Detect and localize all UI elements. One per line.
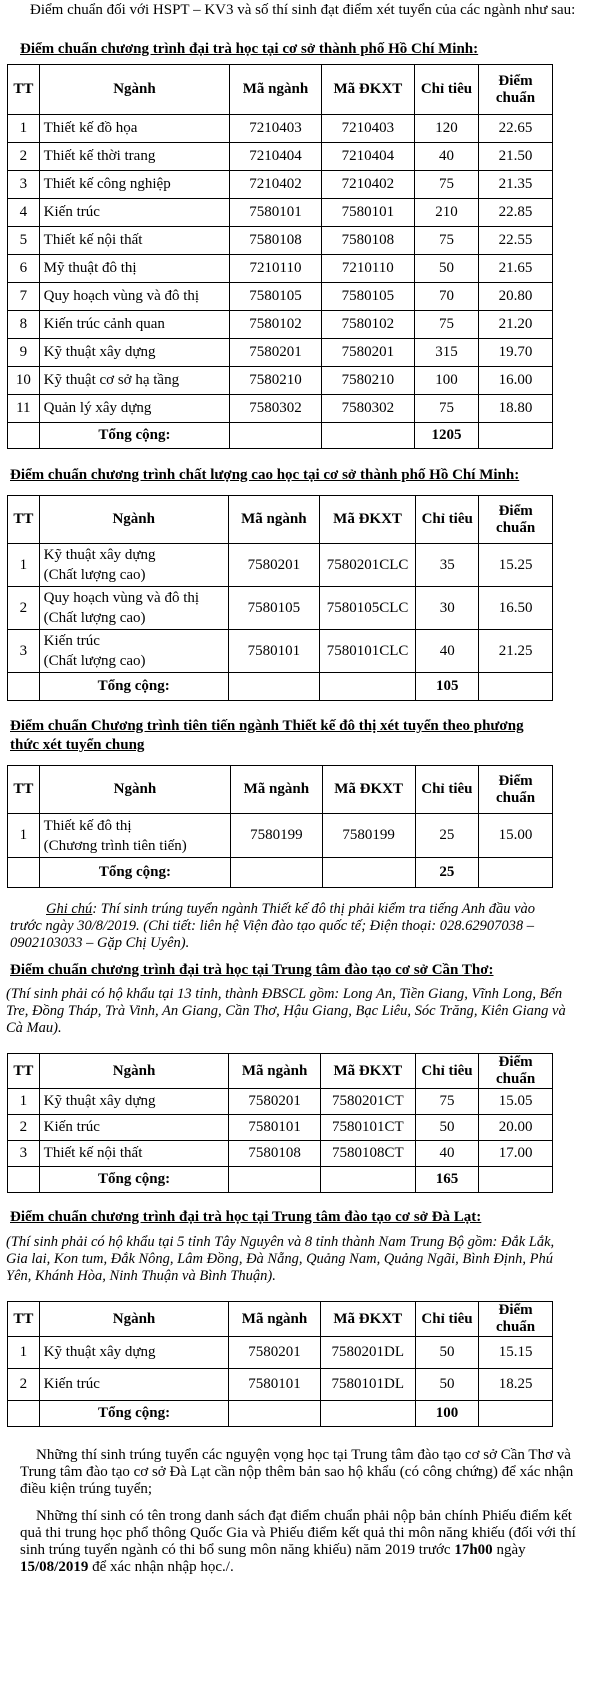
total-label: Tổng cộng: xyxy=(39,858,230,888)
cell-ma-dkxt: 7580101CT xyxy=(320,1115,415,1141)
cell-diem-chuan: 15.00 xyxy=(479,814,553,858)
cell-tt: 1 xyxy=(8,814,40,858)
table-row xyxy=(8,311,553,339)
cell-ma-nganh: 7210110 xyxy=(230,255,321,283)
header-nganh: Ngành xyxy=(39,766,230,814)
cell-nganh: Thiết kế nội thất xyxy=(39,227,230,255)
total-value: 105 xyxy=(416,673,479,701)
header-tt: TT xyxy=(8,1054,40,1089)
cell-nganh: Kiến trúc xyxy=(39,1369,229,1401)
cell-tt: 4 xyxy=(8,199,40,227)
cell-ma-dkxt: 7580102 xyxy=(321,311,414,339)
footer-para2-text-c: để xác nhận nhập học./. xyxy=(88,1559,234,1575)
cell-tt: 1 xyxy=(8,1089,40,1115)
cell-diem-chuan: 21.35 xyxy=(478,171,552,199)
cell-tt: 1 xyxy=(8,544,40,587)
cell-ma-dkxt: 7580302 xyxy=(321,395,414,423)
table-header-row xyxy=(8,496,553,544)
total-value: 165 xyxy=(415,1167,478,1193)
cell-ma-nganh: 7580210 xyxy=(230,367,321,395)
total-value: 25 xyxy=(415,858,478,888)
deadline-time: 17h00 xyxy=(454,1542,493,1558)
cell-ma-nganh: 7580201 xyxy=(230,339,321,367)
total-value: 100 xyxy=(415,1401,478,1427)
header-chi-tieu: Chỉ tiêu xyxy=(414,65,478,115)
header-diem-chuan: Điểm chuẩn xyxy=(479,1054,553,1089)
section-title-hcm-standard: Điểm chuẩn chương trình đại trà học tại cơ sở thành phố Hồ Chí Minh: xyxy=(20,41,479,57)
cell-tt: 3 xyxy=(8,630,40,673)
cell-chi-tieu: 50 xyxy=(415,1337,478,1369)
footer-para2-text-b: ngày xyxy=(492,1542,526,1558)
cell-ma-dkxt: 7580101DL xyxy=(320,1369,415,1401)
cell-tt: 2 xyxy=(8,143,40,171)
cell-tt: 11 xyxy=(8,395,40,423)
table-row xyxy=(8,395,553,423)
table-row xyxy=(8,1337,553,1369)
table-row xyxy=(8,227,553,255)
cell-diem-chuan: 22.55 xyxy=(478,227,552,255)
header-tt: TT xyxy=(8,65,40,115)
cell-tt: 6 xyxy=(8,255,40,283)
cell-diem-chuan: 21.50 xyxy=(478,143,552,171)
table-row xyxy=(8,814,553,858)
header-tt: TT xyxy=(8,766,40,814)
note-label: Ghi chú xyxy=(46,901,93,917)
tien-tien-note xyxy=(10,901,570,952)
footer-paragraph-1: Những thí sinh trúng tuyển các nguyện vọng học tại Trung tâm đào tạo cơ sở Cần Thơ và Trung tâm đào tạo cơ sở Đà Lạt cần nộp thêm bản sao hộ khẩu (có công chứng) để xác nhận điều kiện trúng tuyển; xyxy=(20,1447,574,1497)
cell-diem-chuan: 15.15 xyxy=(479,1337,553,1369)
cell-chi-tieu: 75 xyxy=(414,395,478,423)
total-label: Tổng cộng: xyxy=(39,673,228,701)
header-ma-dkxt: Mã ĐKXT xyxy=(322,766,415,814)
table-can-tho xyxy=(7,1053,553,1193)
cell-nganh: Kiến trúc xyxy=(39,199,230,227)
nganh-program: (Chương trình tiên tiến) xyxy=(43,837,187,854)
cell-chi-tieu: 75 xyxy=(414,311,478,339)
cell-ma-dkxt: 7580199 xyxy=(322,814,415,858)
table-header-row xyxy=(8,766,553,814)
header-ma-nganh: Mã ngành xyxy=(229,1054,320,1089)
cell-ma-nganh: 7210404 xyxy=(230,143,321,171)
header-chi-tieu: Chỉ tiêu xyxy=(415,1302,478,1337)
cell-ma-nganh: 7580302 xyxy=(230,395,321,423)
section-title-tien-tien-line1: Điểm chuẩn Chương trình tiên tiến ngành Thiết kế đô thị xét tuyển theo phương xyxy=(10,718,524,734)
cell-chi-tieu: 120 xyxy=(414,115,478,143)
table-header-row xyxy=(8,65,553,115)
total-label: Tổng cộng: xyxy=(39,1167,229,1193)
cell-ma-nganh: 7580201 xyxy=(229,1337,320,1369)
cell-ma-nganh: 7580101 xyxy=(229,1115,320,1141)
table-row xyxy=(8,199,553,227)
cell-ma-nganh: 7580108 xyxy=(230,227,321,255)
cell-ma-nganh: 7580201 xyxy=(229,1089,320,1115)
table-row xyxy=(8,339,553,367)
header-diem-chuan: Điểm chuẩn xyxy=(479,766,553,814)
cell-ma-dkxt: 7210404 xyxy=(321,143,414,171)
cell-ma-dkxt: 7210403 xyxy=(321,115,414,143)
cell-ma-nganh: 7580101 xyxy=(229,1369,320,1401)
total-label: Tổng cộng: xyxy=(39,423,230,449)
cell-chi-tieu: 50 xyxy=(415,1369,478,1401)
cell-diem-chuan: 22.85 xyxy=(478,199,552,227)
cell-ma-nganh: 7580102 xyxy=(230,311,321,339)
table-row xyxy=(8,1369,553,1401)
cell-ma-dkxt: 7580101 xyxy=(321,199,414,227)
cell-tt: 2 xyxy=(8,1115,40,1141)
table-row xyxy=(8,544,553,587)
table-hcm-clc xyxy=(7,495,553,701)
deadline-date: 15/08/2019 xyxy=(20,1559,89,1575)
cell-nganh: Kỹ thuật cơ sở hạ tầng xyxy=(39,367,230,395)
header-ma-nganh: Mã ngành xyxy=(230,65,321,115)
header-ma-dkxt: Mã ĐKXT xyxy=(320,1054,415,1089)
cell-ma-nganh: 7580101 xyxy=(230,199,321,227)
cell-chi-tieu: 50 xyxy=(415,1115,478,1141)
header-diem-chuan: Điểm chuẩn xyxy=(479,496,553,544)
da-lat-note: (Thí sinh phải có hộ khẩu tại 5 tỉnh Tây Nguyên và 8 tỉnh thành Nam Trung Bộ gồm: Đắk Lắk, Gia lai, Kon tum, Đắk Nông, Lâm Đồng, Đà Nẵng, Quảng Nam, Quảng Ngãi, Bình Định, Phú Yên, Khánh Hòa, Ninh Thuận và Bình Thuận). xyxy=(6,1234,555,1284)
cell-ma-dkxt: 7580101CLC xyxy=(319,630,415,673)
table-row xyxy=(8,143,553,171)
header-ma-nganh: Mã ngành xyxy=(231,766,322,814)
table-row xyxy=(8,367,553,395)
intro-text: Điểm chuẩn đối với HSPT – KV3 và số thí sinh đạt điểm xét tuyển của các ngành như sau: xyxy=(30,2,576,18)
table-row xyxy=(8,1115,553,1141)
table-row xyxy=(8,255,553,283)
header-diem-chuan: Điểm chuẩn xyxy=(478,65,552,115)
cell-tt: 1 xyxy=(8,115,40,143)
nganh-program: (Chất lượng cao) xyxy=(43,610,146,626)
cell-nganh: Kỹ thuật xây dựng xyxy=(39,1337,229,1369)
section-title-tien-tien-line2: thức xét tuyển chung xyxy=(10,737,145,753)
cell-ma-dkxt: 7580108 xyxy=(321,227,414,255)
nganh-program: (Chất lượng cao) xyxy=(43,653,146,669)
cell-diem-chuan: 17.00 xyxy=(479,1141,553,1167)
cell-ma-nganh: 7580105 xyxy=(228,587,319,630)
cell-nganh xyxy=(39,630,228,673)
cell-tt: 10 xyxy=(8,367,40,395)
cell-chi-tieu: 70 xyxy=(414,283,478,311)
cell-diem-chuan: 21.25 xyxy=(479,630,553,673)
cell-nganh: Mỹ thuật đô thị xyxy=(39,255,230,283)
cell-chi-tieu: 35 xyxy=(416,544,479,587)
cell-nganh xyxy=(39,544,228,587)
table-tien-tien xyxy=(7,765,553,888)
total-label: Tổng cộng: xyxy=(39,1401,229,1427)
cell-diem-chuan: 16.50 xyxy=(479,587,553,630)
cell-diem-chuan: 18.25 xyxy=(479,1369,553,1401)
cell-tt: 1 xyxy=(8,1337,40,1369)
cell-diem-chuan: 15.05 xyxy=(479,1089,553,1115)
table-da-lat xyxy=(7,1301,553,1427)
total-value: 1205 xyxy=(414,423,478,449)
cell-ma-dkxt: 7580210 xyxy=(321,367,414,395)
cell-nganh: Kỹ thuật xây dựng xyxy=(39,339,230,367)
cell-tt: 3 xyxy=(8,171,40,199)
header-ma-nganh: Mã ngành xyxy=(229,1302,320,1337)
cell-chi-tieu: 210 xyxy=(414,199,478,227)
cell-nganh xyxy=(39,814,230,858)
header-chi-tieu: Chỉ tiêu xyxy=(415,1054,478,1089)
cell-ma-dkxt: 7580201CT xyxy=(320,1089,415,1115)
header-ma-dkxt: Mã ĐKXT xyxy=(321,65,414,115)
cell-chi-tieu: 40 xyxy=(415,1141,478,1167)
cell-chi-tieu: 75 xyxy=(415,1089,478,1115)
cell-diem-chuan: 19.70 xyxy=(478,339,552,367)
footer-para2-text: Những thí sinh có tên trong danh sách đạt điểm chuẩn phải nộp bản chính Phiếu điểm kết quả thi trung học phổ thông Quốc Gia và Phiếu điểm kết quả thi môn năng khiếu (đối với thí sinh trúng tuyển ngành có thi bổ sung môn năng khiếu) năm 2019 trước xyxy=(20,1508,576,1558)
nganh-name: Kỹ thuật xây dựng xyxy=(43,547,156,563)
cell-nganh: Kỹ thuật xây dựng xyxy=(39,1089,229,1115)
table-row xyxy=(8,630,553,673)
header-diem-chuan: Điểm chuẩn xyxy=(479,1302,553,1337)
table-total-row xyxy=(8,858,553,888)
cell-nganh: Quy hoạch vùng và đô thị xyxy=(39,283,230,311)
table-total-row xyxy=(8,1401,553,1427)
table-row xyxy=(8,1089,553,1115)
section-title-hcm-clc: Điểm chuẩn chương trình chất lượng cao học tại cơ sở thành phố Hồ Chí Minh: xyxy=(10,467,520,483)
table-row xyxy=(8,115,553,143)
cell-chi-tieu: 75 xyxy=(414,171,478,199)
header-ma-nganh: Mã ngành xyxy=(228,496,319,544)
nganh-program: (Chất lượng cao) xyxy=(43,567,146,583)
cell-nganh: Thiết kế đồ họa xyxy=(39,115,230,143)
cell-chi-tieu: 25 xyxy=(415,814,478,858)
table-row xyxy=(8,587,553,630)
header-tt: TT xyxy=(8,496,40,544)
cell-tt: 2 xyxy=(8,587,40,630)
section-title-can-tho: Điểm chuẩn chương trình đại trà học tại Trung tâm đào tạo cơ sở Cần Thơ: xyxy=(10,962,494,978)
cell-chi-tieu: 315 xyxy=(414,339,478,367)
header-chi-tieu: Chỉ tiêu xyxy=(416,496,479,544)
header-chi-tieu: Chỉ tiêu xyxy=(415,766,478,814)
header-nganh: Ngành xyxy=(39,1302,229,1337)
header-ma-dkxt: Mã ĐKXT xyxy=(319,496,415,544)
cell-ma-dkxt: 7580105 xyxy=(321,283,414,311)
header-nganh: Ngành xyxy=(39,65,230,115)
nganh-name: Thiết kế đô thị xyxy=(43,817,132,834)
cell-diem-chuan: 21.20 xyxy=(478,311,552,339)
table-row xyxy=(8,1141,553,1167)
cell-diem-chuan: 18.80 xyxy=(478,395,552,423)
cell-ma-dkxt: 7580108CT xyxy=(320,1141,415,1167)
cell-diem-chuan: 16.00 xyxy=(478,367,552,395)
cell-ma-nganh: 7580105 xyxy=(230,283,321,311)
cell-chi-tieu: 40 xyxy=(414,143,478,171)
cell-nganh: Thiết kế công nghiệp xyxy=(39,171,230,199)
cell-ma-dkxt: 7580105CLC xyxy=(319,587,415,630)
cell-diem-chuan: 20.80 xyxy=(478,283,552,311)
cell-nganh xyxy=(39,587,228,630)
cell-tt: 2 xyxy=(8,1369,40,1401)
cell-ma-dkxt: 7580201 xyxy=(321,339,414,367)
cell-ma-dkxt: 7210402 xyxy=(321,171,414,199)
cell-diem-chuan: 20.00 xyxy=(479,1115,553,1141)
cell-tt: 5 xyxy=(8,227,40,255)
cell-ma-dkxt: 7580201DL xyxy=(320,1337,415,1369)
table-hcm-standard xyxy=(7,64,553,449)
cell-nganh: Kiến trúc cảnh quan xyxy=(39,311,230,339)
cell-nganh: Thiết kế thời trang xyxy=(39,143,230,171)
table-row xyxy=(8,171,553,199)
cell-chi-tieu: 100 xyxy=(414,367,478,395)
cell-ma-dkxt: 7210110 xyxy=(321,255,414,283)
can-tho-note: (Thí sinh phải có hộ khẩu tại 13 tỉnh, thành ĐBSCL gồm: Long An, Tiền Giang, Vĩnh Long, Bến Tre, Đồng Tháp, Trà Vinh, An Giang, Cần Thơ, Hậu Giang, Bạc Liêu, Sóc Trăng, Kiên Giang và Cà Mau). xyxy=(6,986,566,1036)
cell-chi-tieu: 40 xyxy=(416,630,479,673)
nganh-name: Kiến trúc xyxy=(43,633,100,649)
nganh-name: Quy hoạch vùng và đô thị xyxy=(43,590,200,606)
header-ma-dkxt: Mã ĐKXT xyxy=(320,1302,415,1337)
cell-ma-nganh: 7210402 xyxy=(230,171,321,199)
header-nganh: Ngành xyxy=(39,1054,229,1089)
cell-ma-nganh: 7210403 xyxy=(230,115,321,143)
table-header-row xyxy=(8,1054,553,1089)
footer-paragraph-2 xyxy=(20,1508,592,1576)
cell-ma-nganh: 7580108 xyxy=(229,1141,320,1167)
cell-diem-chuan: 21.65 xyxy=(478,255,552,283)
cell-tt: 9 xyxy=(8,339,40,367)
note-text: : Thí sinh trúng tuyển ngành Thiết kế đô thị phải kiểm tra tiếng Anh đầu vào trước ngày 30/8/2019. (Chi tiết: liên hệ Viện đào tạo quốc tế; Điện thoại: 028.62907038 – 0902103033 – Gặp Chị Uyên). xyxy=(10,901,536,951)
table-total-row xyxy=(8,673,553,701)
table-total-row xyxy=(8,423,553,449)
cell-diem-chuan: 22.65 xyxy=(478,115,552,143)
cell-ma-nganh: 7580101 xyxy=(228,630,319,673)
header-nganh: Ngành xyxy=(39,496,228,544)
table-header-row xyxy=(8,1302,553,1337)
cell-diem-chuan: 15.25 xyxy=(479,544,553,587)
cell-tt: 7 xyxy=(8,283,40,311)
header-tt: TT xyxy=(8,1302,40,1337)
section-title-da-lat: Điểm chuẩn chương trình đại trà học tại Trung tâm đào tạo cơ sở Đà Lạt: xyxy=(10,1209,482,1225)
cell-chi-tieu: 50 xyxy=(414,255,478,283)
table-row xyxy=(8,283,553,311)
table-total-row xyxy=(8,1167,553,1193)
cell-chi-tieu: 75 xyxy=(414,227,478,255)
cell-tt: 3 xyxy=(8,1141,40,1167)
cell-ma-nganh: 7580201 xyxy=(228,544,319,587)
cell-nganh: Kiến trúc xyxy=(39,1115,229,1141)
cell-chi-tieu: 30 xyxy=(416,587,479,630)
cell-nganh: Thiết kế nội thất xyxy=(39,1141,229,1167)
cell-nganh: Quản lý xây dựng xyxy=(39,395,230,423)
cell-tt: 8 xyxy=(8,311,40,339)
cell-ma-nganh: 7580199 xyxy=(231,814,322,858)
cell-ma-dkxt: 7580201CLC xyxy=(319,544,415,587)
